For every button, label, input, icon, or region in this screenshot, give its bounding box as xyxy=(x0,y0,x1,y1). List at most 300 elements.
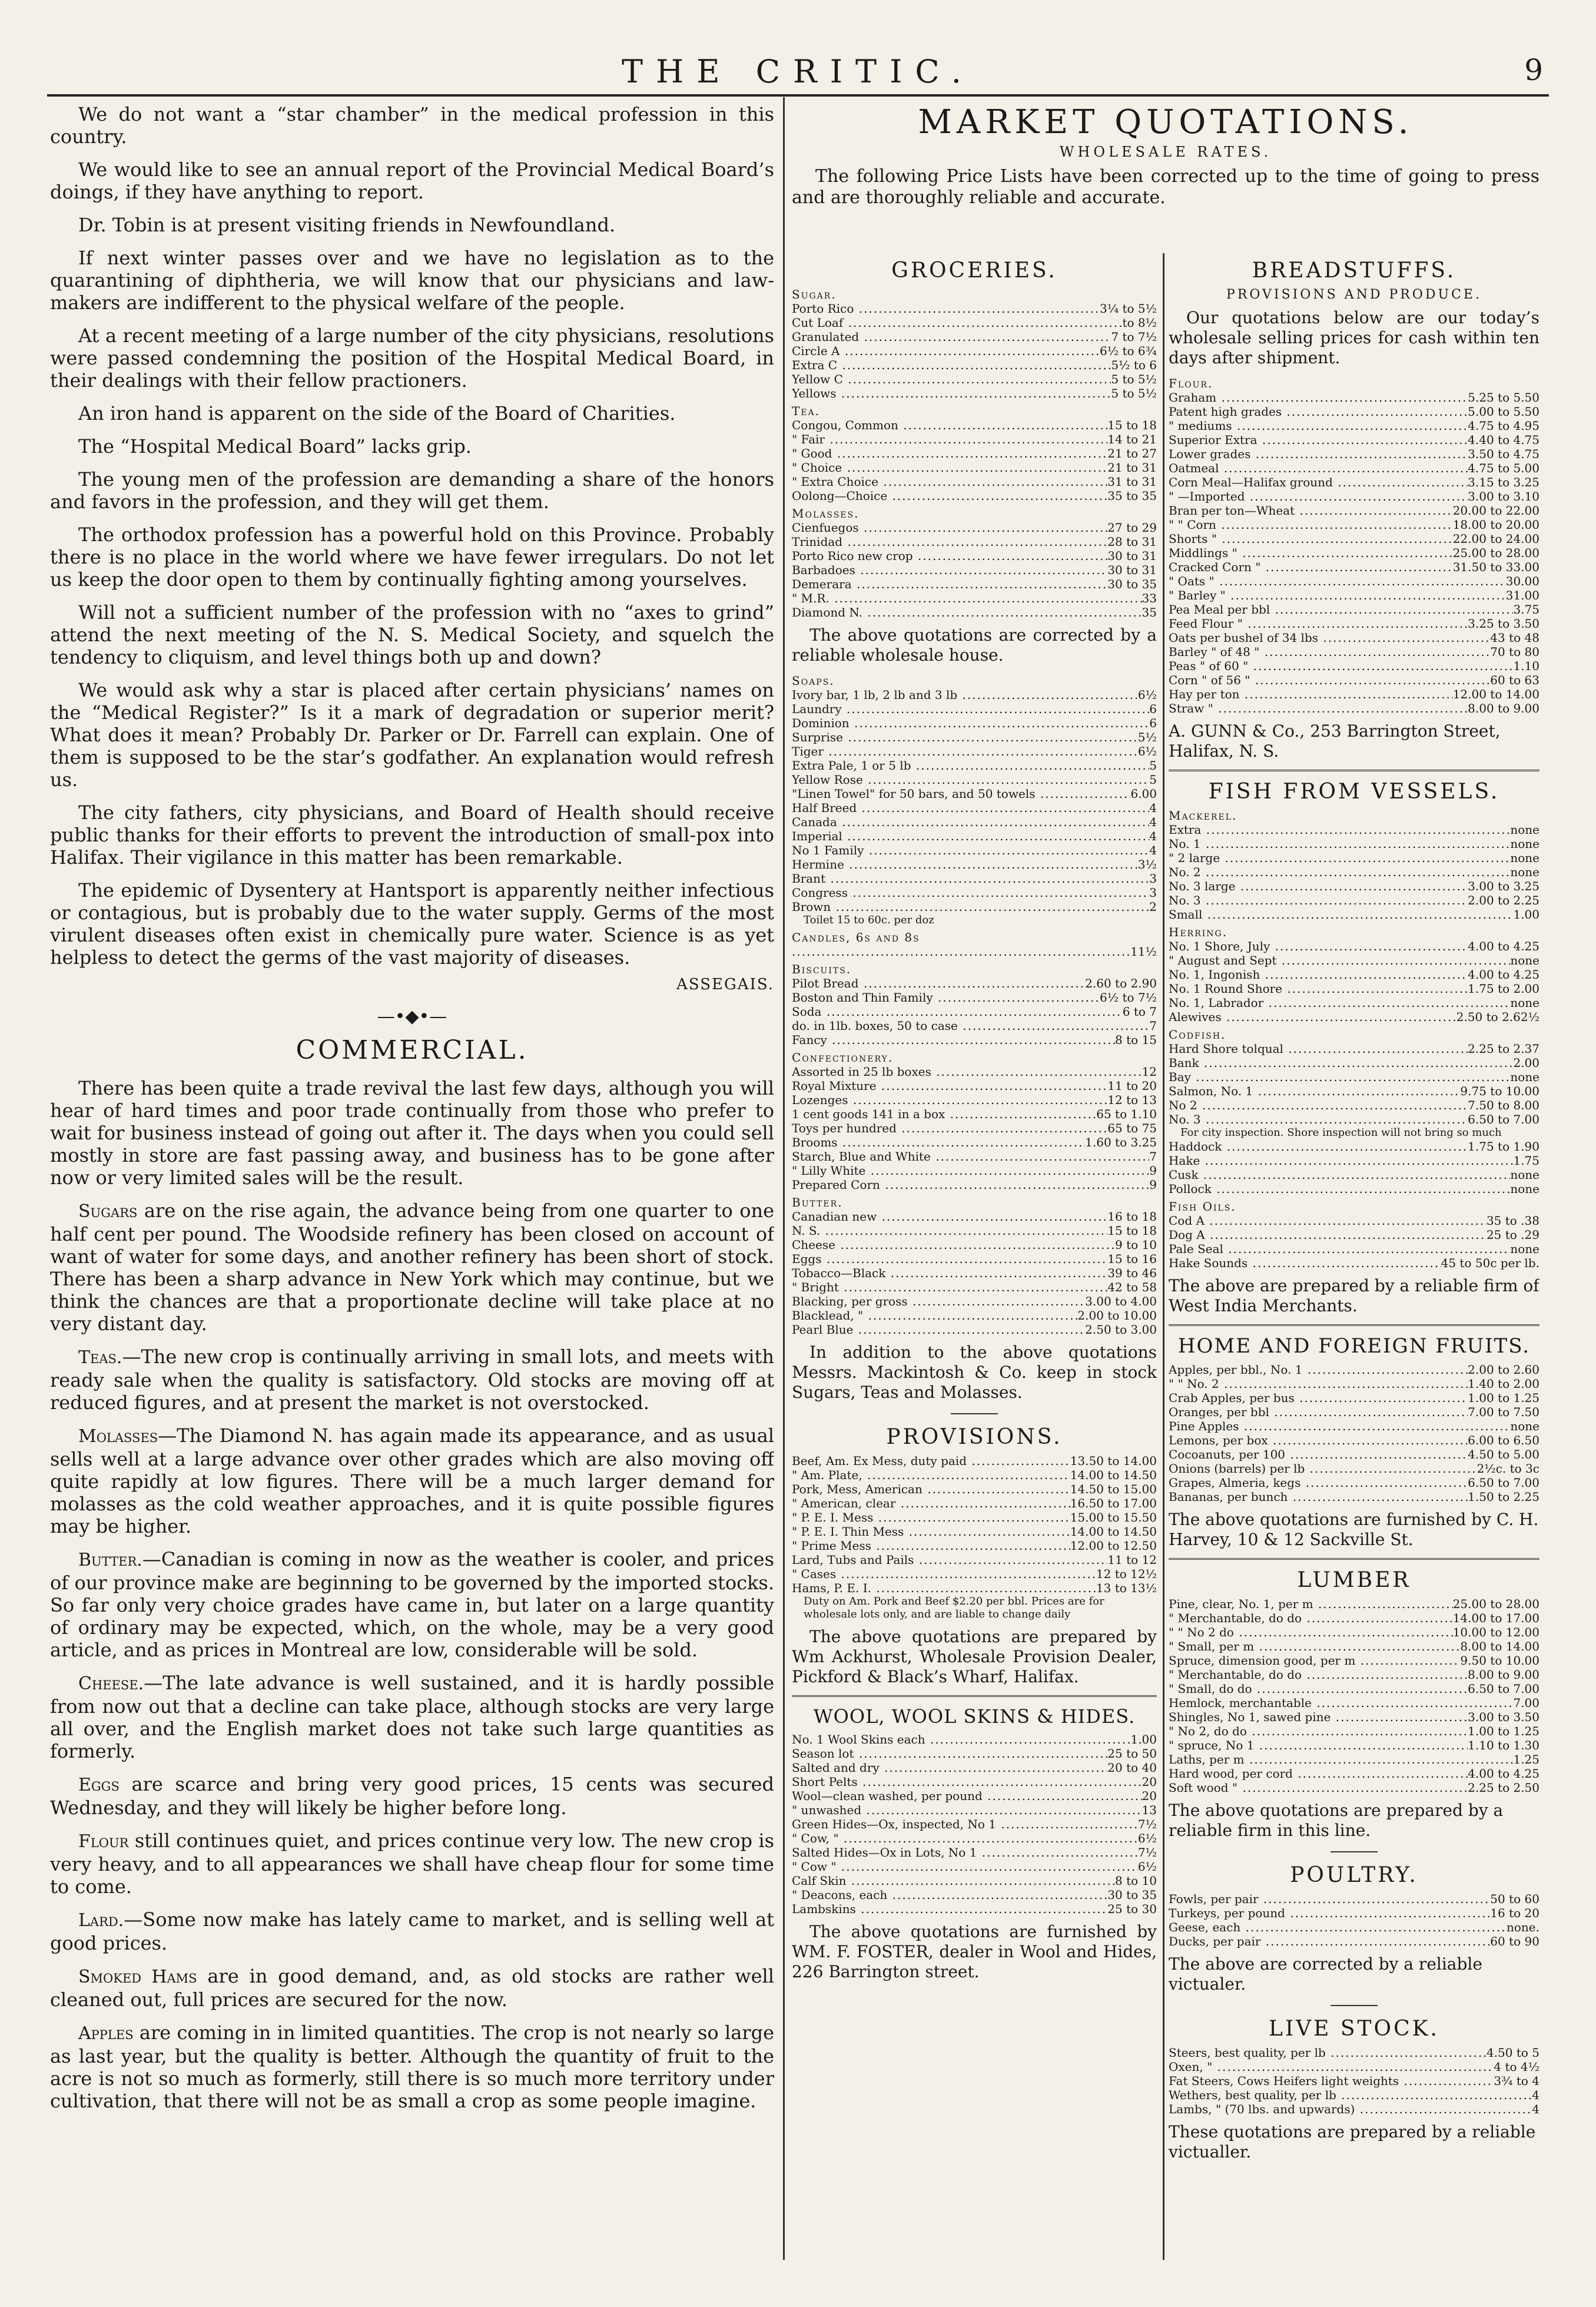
item-price: 11 to 20 xyxy=(1107,1079,1157,1093)
item-price: 13 to 13½ xyxy=(1096,1581,1157,1595)
item-price: 14.00 to 14.50 xyxy=(1070,1468,1157,1482)
paragraph: The city fathers, city physicians, and Board of Health should receive public thanks for their efforts to prevent the introduction of small-pox into Halifax. Their vigilance in this matter has been remarkable. xyxy=(50,801,774,869)
item-price: 70 to 80 xyxy=(1490,645,1539,659)
item-price: 8 to 10 xyxy=(1115,1874,1157,1888)
item-name: Corn Meal—Halifax ground ..... xyxy=(1169,475,1468,489)
price-row xyxy=(1169,447,1539,461)
item-name: " Am. Plate, ..... xyxy=(792,1468,1070,1482)
price-row xyxy=(792,577,1157,591)
item-name: Oxen, " ..... xyxy=(1169,2060,1494,2074)
item-name: " Cases ..... xyxy=(792,1567,1096,1581)
item-name: Imperial ..... xyxy=(792,829,1149,843)
item-price: 3 xyxy=(1149,871,1157,886)
item-name: " Small, per m ..... xyxy=(1169,1639,1460,1653)
item-price: 3.00 to 3.10 xyxy=(1468,489,1539,503)
item-name: Tobacco—Black ..... xyxy=(792,1266,1107,1280)
price-row xyxy=(1169,967,1539,982)
item-name: Brooms ..... xyxy=(792,1135,1085,1149)
item-price: 5.00 to 5.50 xyxy=(1468,405,1539,419)
item-name: Yellow Rose ..... xyxy=(792,773,1149,787)
commercial-paragraph xyxy=(50,1199,774,1335)
item-price: 27 to 29 xyxy=(1107,521,1157,535)
misc-note: In addition to the above quotations Messrs. Mackintosh & Co. keep in stock Sugars, Teas and Molasses. xyxy=(792,1343,1157,1402)
price-row xyxy=(1169,837,1539,851)
section-rule xyxy=(1169,770,1539,771)
item-price: 39 to 46 xyxy=(1107,1266,1157,1280)
item-name: Congou, Common ..... xyxy=(792,418,1107,432)
item-name: Oolong—Choice ..... xyxy=(792,489,1107,503)
ornament-divider: —•◆•— xyxy=(377,1006,447,1027)
item-name: Grapes, Almeria, kegs ..... xyxy=(1169,1476,1468,1490)
item-price: 2.25 to 2.50 xyxy=(1468,1781,1539,1795)
item-price: 4.00 to 4.25 xyxy=(1468,1766,1539,1781)
item-price: 4 xyxy=(1149,829,1157,843)
item-price: 4.40 to 4.75 xyxy=(1468,433,1539,447)
misc-list xyxy=(792,930,1157,1337)
item-price: 7½ xyxy=(1137,1845,1157,1859)
item-name: Yellows ..... xyxy=(792,386,1111,400)
column-rule-2 xyxy=(1163,253,1164,2260)
item-price: 20 xyxy=(1142,1789,1157,1803)
item-price: 30 to 31 xyxy=(1107,563,1157,577)
item-price: 20 to 40 xyxy=(1107,1761,1157,1775)
item-name: Small ..... xyxy=(1169,907,1513,922)
price-row xyxy=(792,1005,1157,1019)
price-row xyxy=(792,1496,1157,1510)
price-row xyxy=(792,1845,1157,1859)
paragraph-text: There has been quite a trade revival the last few days, although you will hear of hard times and poor trade continually from those who prefer to wait for business instead of going out after it. The days when you could sell mostly in store are fast passing away, and business has to be gone after now or very limited sales will be the result. xyxy=(50,1077,774,1189)
item-price: 2.00 xyxy=(1513,1056,1539,1070)
item-price: 8 to 15 xyxy=(1115,1033,1157,1047)
item-price: 31.00 xyxy=(1505,588,1539,602)
wool-list xyxy=(792,1732,1157,1916)
price-row xyxy=(792,1874,1157,1888)
item-name: Ducks, per pair ..... xyxy=(1169,1934,1490,1948)
price-row xyxy=(792,1107,1157,1121)
item-price: 15 to 18 xyxy=(1107,418,1157,432)
item-price: 16.50 to 17.00 xyxy=(1070,1496,1157,1510)
item-price: 20.00 to 22.00 xyxy=(1452,503,1539,518)
item-name: " 2 large ..... xyxy=(1169,851,1510,865)
item-price: 12.00 to 14.00 xyxy=(1452,687,1539,701)
item-name: Canadian new ..... xyxy=(792,1209,1107,1224)
item-price: 5 to 5½ xyxy=(1111,386,1157,400)
commercial-paragraph xyxy=(50,1773,774,1819)
item-name: Surprise ..... xyxy=(792,730,1138,744)
item-name: No. 3 large ..... xyxy=(1169,879,1468,893)
item-name: No. 1 Wool Skins each ..... xyxy=(792,1732,1130,1746)
toilet-soap-note: Toilet 15 to 60c. per doz xyxy=(804,914,934,926)
price-row xyxy=(792,801,1157,815)
item-price: 21 to 27 xyxy=(1107,446,1157,460)
price-row xyxy=(792,1178,1157,1192)
item-name: Trinidad ..... xyxy=(792,535,1107,549)
groceries-list xyxy=(792,287,1157,619)
item-price: 14.00 to 17.00 xyxy=(1452,1611,1539,1625)
item-price: 5 to 5½ xyxy=(1111,372,1157,386)
item-price: 20 xyxy=(1142,1775,1157,1789)
price-row xyxy=(792,1308,1157,1322)
price-row xyxy=(792,1224,1157,1238)
item-price: 1.10 xyxy=(1513,659,1539,673)
market-subtitle: WHOLESALE RATES. xyxy=(1059,144,1272,160)
item-name: Hermine ..... xyxy=(792,857,1138,871)
page-number: 9 xyxy=(1524,53,1543,87)
category-label: Herring. xyxy=(1169,925,1228,939)
lumber-note: The above quotations are prepared by a reliable firm in this line. xyxy=(1169,1801,1504,1840)
price-row xyxy=(1169,588,1539,602)
paragraph-text: —Canadian is coming in now as the weather is cooler, and prices of our province make are beginning to be governed by the imported stocks. So far only very choice grades have came in, but later on a large quantity of ordinary may be expected, which, on the whole, may be a very good article, and as prices in Montreal are low, considerable will be sold. xyxy=(50,1548,774,1661)
price-row xyxy=(1169,1419,1539,1433)
item-price: 7.00 to 7.50 xyxy=(1468,1405,1539,1419)
price-row xyxy=(1169,1611,1539,1625)
item-name: Apples, per bbl., No. 1 ..... xyxy=(1169,1363,1468,1377)
groceries-note: The above quotations are corrected by a reliable wholesale house. xyxy=(792,625,1157,665)
fish-oils-list xyxy=(1169,1199,1539,1270)
masthead-title: THE CRITIC. xyxy=(622,53,974,90)
price-row xyxy=(1169,1070,1539,1084)
item-price: 30 to 35 xyxy=(1107,577,1157,591)
item-price: to 8½ xyxy=(1122,316,1157,330)
item-name: Hard wood, per cord ..... xyxy=(1169,1766,1468,1781)
item-name: Pale Seal ..... xyxy=(1169,1242,1510,1256)
fish-inspection-note: For city inspection. Shore inspection will not bring so much xyxy=(1180,1126,1502,1139)
item-name: Laundry ..... xyxy=(792,702,1149,716)
provisions-heading: PROVISIONS. xyxy=(886,1425,1063,1449)
item-price: none xyxy=(1510,996,1539,1010)
lumber-list xyxy=(1169,1597,1539,1795)
item-price: 65 to 1.10 xyxy=(1096,1107,1157,1121)
price-row xyxy=(1169,701,1539,715)
price-row xyxy=(1169,1214,1539,1228)
price-row xyxy=(792,1539,1157,1553)
item-name: " Extra Choice ..... xyxy=(792,475,1107,489)
price-row xyxy=(792,857,1157,871)
item-price: 4.50 to 5 xyxy=(1486,2046,1539,2060)
wool-heading: WOOL, WOOL SKINS & HIDES. xyxy=(813,1705,1136,1728)
breadstuffs-intro: Our quotations below are our today’s wholesale selling prices for cash within ten days after shipment. xyxy=(1169,308,1539,367)
item-name: Extra ..... xyxy=(1169,823,1510,837)
item-name: Wool—clean washed, per pound ..... xyxy=(792,1789,1142,1803)
price-row xyxy=(1169,2060,1539,2074)
price-row xyxy=(792,1482,1157,1496)
price-row xyxy=(792,344,1157,358)
item-price: 1.75 to 1.90 xyxy=(1468,1139,1539,1154)
item-name: " —Imported ..... xyxy=(1169,489,1468,503)
item-name: " Lilly White ..... xyxy=(792,1164,1149,1178)
item-name: Blacklead, " ..... xyxy=(792,1308,1077,1322)
item-name: Corn " of 56 " ..... xyxy=(1169,673,1490,687)
item-price: none xyxy=(1510,1242,1539,1256)
item-price: 31 to 31 xyxy=(1107,475,1157,489)
item-price: 6 to 7 xyxy=(1122,1005,1157,1019)
item-price: none xyxy=(1510,1419,1539,1433)
price-row xyxy=(1169,687,1539,701)
price-row xyxy=(1169,2088,1539,2102)
commercial-paragraph xyxy=(50,1548,774,1661)
price-row xyxy=(792,1252,1157,1266)
paragraph: The “Hospital Medical Board” lacks grip. xyxy=(78,435,472,458)
category-label: Mackerel. xyxy=(1169,808,1237,823)
item-name: " mediums ..... xyxy=(1169,419,1468,433)
item-price: 6.50 to 7.00 xyxy=(1468,1682,1539,1696)
commercial-article xyxy=(50,1077,774,2112)
item-price: 2.50 to 2.62½ xyxy=(1456,1010,1539,1024)
item-price: 7 xyxy=(1149,1019,1157,1033)
item-name: Alewives ..... xyxy=(1169,1010,1456,1024)
lead-word: Teas. xyxy=(78,1347,122,1368)
item-name: Hay per ton ..... xyxy=(1169,687,1453,701)
item-price: 60 to 90 xyxy=(1490,1934,1539,1948)
item-name: Hams, P. E. I. ..... xyxy=(792,1581,1096,1595)
item-price: 25 to 30 xyxy=(1107,1902,1157,1916)
item-price: 43 to 48 xyxy=(1490,631,1539,645)
paragraph: The orthodox profession has a powerful hold on this Province. Probably there is no place in the world where we have fewer irregulars. Do not let us keep the door open to them by continually fighting among yourselves. xyxy=(50,523,774,591)
item-price: 14 to 21 xyxy=(1107,432,1157,446)
signature: ASSEGAIS. xyxy=(676,976,774,993)
price-row xyxy=(792,944,1157,959)
price-row xyxy=(1169,475,1539,489)
price-row xyxy=(792,549,1157,563)
item-price: 35 to .38 xyxy=(1486,1214,1539,1228)
item-price: 6 xyxy=(1149,702,1157,716)
page-header xyxy=(47,53,1549,94)
market-title: MARKET QUOTATIONS. xyxy=(918,103,1413,141)
price-row xyxy=(792,605,1157,619)
price-row xyxy=(792,1209,1157,1224)
item-name: Barbadoes ..... xyxy=(792,563,1107,577)
item-price: 9.50 to 10.00 xyxy=(1460,1653,1539,1668)
price-row xyxy=(1169,2102,1539,2116)
price-row xyxy=(1169,1906,1539,1920)
price-row xyxy=(1169,1710,1539,1724)
item-price: 3 xyxy=(1149,886,1157,900)
item-price: 14.50 to 15.00 xyxy=(1070,1482,1157,1496)
item-name: Straw " ..... xyxy=(1169,701,1468,715)
item-price: 6.50 to 7.00 xyxy=(1468,1476,1539,1490)
fish-list-2 xyxy=(1169,1139,1539,1196)
item-price: 1.75 to 2.00 xyxy=(1468,982,1539,996)
paragraph-text: are scarce and bring very good prices, 15 cents was secured Wednesday, and they will likely be higher before long. xyxy=(50,1773,774,1819)
commercial-heading: COMMERCIAL. xyxy=(296,1035,529,1065)
item-name: " Fair ..... xyxy=(792,432,1107,446)
item-name: Cracked Corn " ..... xyxy=(1169,560,1453,574)
item-name: Assorted in 25 lb boxes ..... xyxy=(792,1065,1142,1079)
item-name: Middlings " ..... xyxy=(1169,546,1453,560)
price-row xyxy=(1169,1625,1539,1639)
item-price: 10.00 to 12.00 xyxy=(1452,1625,1539,1639)
item-price: 9 xyxy=(1149,1164,1157,1178)
item-name: Congress ..... xyxy=(792,886,1149,900)
item-price: 2 xyxy=(1149,900,1157,914)
item-name: " " Corn ..... xyxy=(1169,518,1453,532)
item-name: Wethers, best quality, per lb ..... xyxy=(1169,2088,1532,2102)
price-row xyxy=(792,730,1157,744)
item-name: Toys per hundred ..... xyxy=(792,1121,1107,1135)
lead-word: Sugars xyxy=(78,1201,138,1222)
price-row xyxy=(792,787,1157,801)
item-price: 4.50 to 5.00 xyxy=(1468,1447,1539,1461)
wool-note: The above quotations are furnished by WM. F. FOSTER, dealer in Wool and Hides, 226 Barrington street. xyxy=(792,1922,1157,1981)
item-name: Yellow C ..... xyxy=(792,372,1111,386)
item-price: 6½ xyxy=(1137,744,1157,758)
price-row xyxy=(1169,461,1539,475)
item-name: " Cow " ..... xyxy=(792,1859,1138,1874)
item-price: 3.50 to 4.75 xyxy=(1468,447,1539,461)
price-row xyxy=(792,446,1157,460)
item-name: " M.R. ..... xyxy=(792,591,1142,605)
price-row xyxy=(792,1033,1157,1047)
price-row xyxy=(1169,1433,1539,1447)
commercial-paragraph xyxy=(50,1908,774,1954)
item-price: 16 to 18 xyxy=(1107,1209,1157,1224)
price-row xyxy=(792,815,1157,829)
item-name: " spruce, No 1 ..... xyxy=(1169,1738,1468,1752)
groceries-heading: GROCERIES. xyxy=(891,258,1057,283)
price-row xyxy=(792,1746,1157,1761)
price-row xyxy=(1169,1696,1539,1710)
category-label: Candles, 6s and 8s xyxy=(792,930,920,944)
item-name: Season lot ..... xyxy=(792,1746,1107,1761)
item-name: No. 2 ..... xyxy=(1169,865,1510,879)
breadstuffs-subheading: PROVISIONS AND PRODUCE. xyxy=(1226,287,1482,302)
medical-notes xyxy=(50,103,774,969)
item-name: No 2 ..... xyxy=(1169,1098,1468,1112)
item-name: Salted Hides—Ox in Lots, No 1 ..... xyxy=(792,1845,1138,1859)
price-row xyxy=(792,358,1157,372)
price-row xyxy=(1169,532,1539,546)
item-price: 8.00 to 14.00 xyxy=(1460,1639,1539,1653)
item-price: 25.00 to 28.00 xyxy=(1452,1597,1539,1611)
item-name: Extra C ..... xyxy=(792,358,1111,372)
price-row xyxy=(792,591,1157,605)
item-name: Hard Shore tolqual ..... xyxy=(1169,1042,1468,1056)
price-row xyxy=(792,1732,1157,1746)
item-price: 4.75 to 4.95 xyxy=(1468,419,1539,433)
item-price: 3.15 to 3.25 xyxy=(1468,475,1539,489)
item-name: Granulated ..... xyxy=(792,330,1111,344)
item-name: Oranges, per bbl ..... xyxy=(1169,1405,1468,1419)
item-name: Half Breed ..... xyxy=(792,801,1149,815)
item-price: 8.00 to 9.00 xyxy=(1468,1668,1539,1682)
price-row xyxy=(1169,405,1539,419)
item-price: 7.50 to 8.00 xyxy=(1468,1098,1539,1112)
item-name: Bran per ton—Wheat ..... xyxy=(1169,503,1453,518)
livestock-list xyxy=(1169,2046,1539,2116)
item-price: 2.25 to 2.37 xyxy=(1468,1042,1539,1056)
price-row xyxy=(792,1775,1157,1789)
item-price: none xyxy=(1510,953,1539,967)
item-price: 1.00 xyxy=(1513,907,1539,922)
item-name: " " No. 2 ..... xyxy=(1169,1377,1468,1391)
item-name: Boston and Thin Family ..... xyxy=(792,990,1100,1005)
price-row xyxy=(792,716,1157,730)
item-price: 50 to 60 xyxy=(1490,1892,1539,1906)
item-price: 25 to .29 xyxy=(1486,1228,1539,1242)
item-name: Circle A ..... xyxy=(792,344,1100,358)
price-row xyxy=(792,432,1157,446)
item-name: " Oats " ..... xyxy=(1169,574,1506,588)
item-price: 45 to 50c per lb. xyxy=(1441,1256,1539,1270)
price-row xyxy=(1169,673,1539,687)
item-name: " August and Sept ..... xyxy=(1169,953,1510,967)
item-price: none xyxy=(1510,1182,1539,1196)
price-row xyxy=(792,1322,1157,1337)
item-price: 31.50 to 33.00 xyxy=(1452,560,1539,574)
price-row xyxy=(1169,616,1539,631)
price-row xyxy=(792,1817,1157,1831)
paragraph-text: are in good demand, and, as old stocks are rather well cleaned out, full prices are secured for the now. xyxy=(50,1965,774,2011)
item-price: 8.00 to 9.00 xyxy=(1468,701,1539,715)
provisions-duty-note: Duty on Am. Pork and Beef $2.20 per bbl. Prices are for wholesale lots only, and are liable to change daily xyxy=(804,1595,1104,1620)
price-row xyxy=(1169,1042,1539,1056)
market-quotations-header xyxy=(792,103,1539,218)
price-row xyxy=(1169,1363,1539,1377)
section-rule xyxy=(1169,1324,1539,1326)
price-row xyxy=(792,1581,1157,1595)
item-price: 4.00 to 4.25 xyxy=(1468,939,1539,953)
fish-heading: FISH FROM VESSELS. xyxy=(1208,780,1500,804)
price-row xyxy=(1169,1256,1539,1270)
item-price: 5½ to 6 xyxy=(1111,358,1157,372)
medical-notes-column xyxy=(50,103,774,2123)
price-row xyxy=(1169,1920,1539,1934)
price-row xyxy=(792,1280,1157,1294)
price-row xyxy=(1169,1447,1539,1461)
item-name: Fancy ..... xyxy=(792,1033,1115,1047)
price-row xyxy=(792,1294,1157,1308)
price-row xyxy=(1169,602,1539,616)
item-name: No. 1 ..... xyxy=(1169,837,1510,851)
header-rule xyxy=(47,94,1549,97)
price-row xyxy=(792,990,1157,1005)
item-price: 15 to 16 xyxy=(1107,1252,1157,1266)
item-price: 60 to 63 xyxy=(1490,673,1539,687)
item-price: 11 to 12 xyxy=(1107,1553,1157,1567)
price-row xyxy=(1169,1405,1539,1419)
item-price: 12 xyxy=(1142,1065,1157,1079)
item-name: Blacking, per gross ..... xyxy=(792,1294,1085,1308)
item-price: 1.00 to 1.25 xyxy=(1468,1724,1539,1738)
column-rule-1 xyxy=(783,97,785,2260)
price-row xyxy=(1169,1461,1539,1476)
item-name: Cocoanuts, per 100 ..... xyxy=(1169,1447,1468,1461)
price-row xyxy=(1169,659,1539,673)
item-name: Green Hides—Ox, inspected, No 1 ..... xyxy=(792,1817,1138,1831)
item-name: Shingles, No 1, sawed pine ..... xyxy=(1169,1710,1468,1724)
item-name: " No 2, do do ..... xyxy=(1169,1724,1468,1738)
price-row xyxy=(1169,574,1539,588)
paragraph: If next winter passes over and we have no legislation as to the quarantining of diphtheria, we will know that our physicians and law-makers are indifferent to the physical welfare of the people. xyxy=(50,247,774,314)
item-name: Porto Rico new crop ..... xyxy=(792,549,1107,563)
price-row xyxy=(792,758,1157,773)
section-rule xyxy=(1169,1558,1539,1560)
price-row xyxy=(792,563,1157,577)
commercial-paragraph xyxy=(50,2021,774,2112)
item-price: 6.50 to 7.00 xyxy=(1468,1112,1539,1126)
item-price: 9.75 to 10.00 xyxy=(1460,1084,1539,1098)
price-row xyxy=(1169,823,1539,837)
lead-word: Smoked Hams xyxy=(78,1967,197,1987)
item-name: Bay ..... xyxy=(1169,1070,1510,1084)
price-row xyxy=(792,900,1157,914)
price-row xyxy=(792,460,1157,475)
item-price: 3.75 xyxy=(1513,602,1539,616)
price-row xyxy=(1169,546,1539,560)
item-price: 3¾ to 4 xyxy=(1494,2074,1539,2088)
price-row xyxy=(792,330,1157,344)
item-name: Oatmeal ..... xyxy=(1169,461,1468,475)
